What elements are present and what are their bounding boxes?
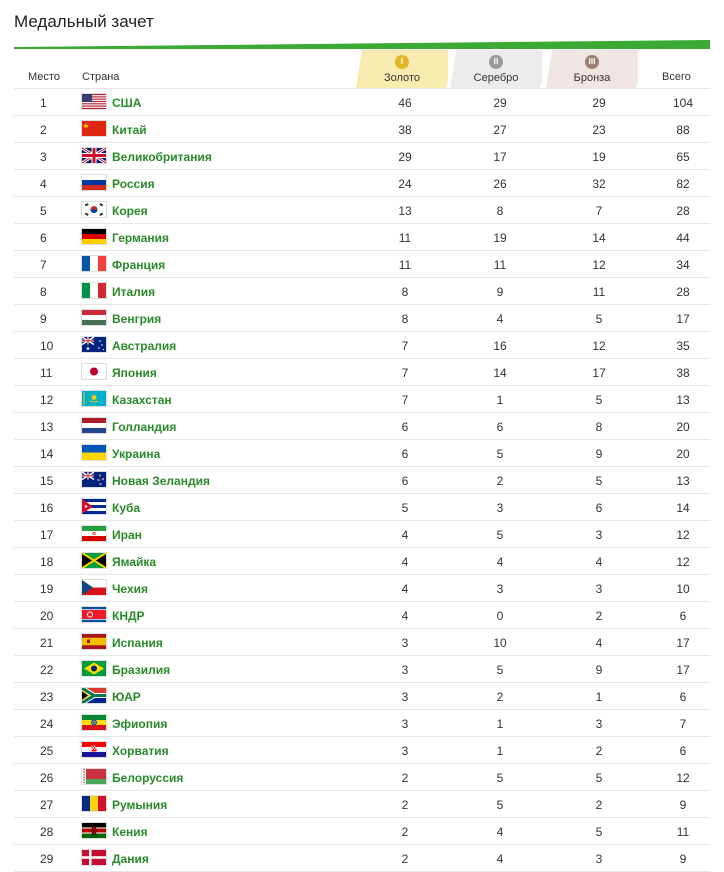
total-count: 88 [676, 123, 690, 137]
table-row [14, 493, 710, 520]
silver-count: 4 [496, 852, 504, 866]
total-count: 20 [676, 447, 690, 461]
gold-count: 8 [401, 285, 409, 299]
table-row [14, 412, 710, 439]
total-count: 17 [676, 312, 690, 326]
iran-flag-icon [82, 526, 106, 541]
gold-count: 3 [401, 690, 409, 704]
country-link[interactable]: США [112, 96, 142, 110]
rank-cell: 21 [40, 636, 54, 650]
rank-cell: 2 [40, 123, 47, 137]
country-link[interactable]: Румыния [112, 798, 168, 812]
rank-cell: 6 [40, 231, 47, 245]
country-link[interactable]: Ямайка [112, 555, 157, 569]
country-link[interactable]: Голландия [112, 420, 177, 434]
netherlands-flag-icon [82, 418, 106, 433]
rank-cell: 1 [40, 96, 47, 110]
country-link[interactable]: Хорватия [112, 744, 169, 758]
bronze-count: 9 [595, 447, 603, 461]
gold-count: 3 [401, 744, 409, 758]
country-link[interactable]: Германия [112, 231, 170, 245]
gold-count: 3 [401, 663, 409, 677]
gold-count: 3 [401, 636, 409, 650]
table-row [14, 628, 710, 655]
country-link[interactable]: Белоруссия [112, 771, 184, 785]
header-country: Страна [82, 71, 120, 83]
country-link[interactable]: Куба [112, 501, 141, 515]
germany-flag-icon [82, 229, 106, 244]
gold-count: 3 [401, 717, 409, 731]
silver-count: 5 [496, 798, 504, 812]
gold-count: 2 [401, 771, 409, 785]
rank-cell: 26 [40, 771, 54, 785]
gold-count: 38 [398, 123, 412, 137]
silver-count: 2 [496, 474, 504, 488]
bronze-count: 6 [595, 501, 603, 515]
country-link[interactable]: Новая Зеландия [112, 474, 210, 488]
header-bronze: Бронза [573, 72, 611, 84]
silver-count: 1 [496, 717, 504, 731]
country-link[interactable]: Россия [112, 177, 155, 191]
rank-cell: 13 [40, 420, 54, 434]
gold-count: 11 [398, 231, 412, 245]
bronze-count: 11 [592, 285, 606, 299]
page-title: Медальный зачет [14, 12, 154, 31]
header-silver: Серебро [473, 72, 519, 84]
table-row [14, 250, 710, 277]
total-count: 104 [672, 96, 694, 110]
bronze-count: 1 [595, 690, 603, 704]
table-row [14, 520, 710, 547]
table-row [14, 358, 710, 385]
country-link[interactable]: Казахстан [112, 393, 172, 407]
silver-count: 9 [496, 285, 504, 299]
rank-cell: 9 [40, 312, 47, 326]
bronze-count: 5 [595, 825, 603, 839]
rank-cell: 12 [40, 393, 54, 407]
rank-cell: 7 [40, 258, 47, 272]
rank-cell: 20 [40, 609, 54, 623]
total-count: 20 [676, 420, 690, 434]
bronze-count: 4 [595, 636, 603, 650]
header-gold: Золото [384, 72, 420, 84]
silver-count: 14 [493, 366, 507, 380]
gold-count: 6 [401, 420, 409, 434]
rank-cell: 18 [40, 555, 54, 569]
total-count: 12 [676, 528, 690, 542]
total-count: 65 [676, 150, 690, 164]
bronze-count: 5 [595, 393, 603, 407]
country-link[interactable]: Иран [112, 528, 142, 542]
gold-count: 7 [401, 366, 409, 380]
total-count: 6 [679, 609, 687, 623]
country-link[interactable]: Украина [112, 447, 161, 461]
gold-count: 4 [401, 528, 409, 542]
total-count: 9 [679, 852, 687, 866]
bronze-count: 2 [595, 798, 603, 812]
medal-table [14, 88, 710, 872]
gold-count: 6 [401, 447, 409, 461]
usa-flag-icon [82, 94, 106, 109]
country-link[interactable]: Китай [112, 123, 147, 137]
bronze-count: 5 [595, 312, 603, 326]
total-count: 11 [676, 825, 690, 839]
gold-count: 4 [401, 582, 409, 596]
silver-count: 4 [496, 825, 504, 839]
kenya-flag-icon [82, 823, 106, 838]
japan-flag-icon [82, 364, 106, 379]
country-link[interactable]: Венгрия [112, 312, 162, 326]
silver-count: 8 [496, 204, 504, 218]
north-korea-flag-icon [82, 607, 106, 622]
rank-cell: 4 [40, 177, 47, 191]
header-total: Всего [662, 71, 691, 83]
table-row [14, 223, 710, 250]
gold-medal-icon: I [395, 55, 409, 69]
table-row [14, 304, 710, 331]
bronze-count: 12 [592, 339, 606, 353]
silver-count: 1 [496, 744, 504, 758]
gold-count: 7 [401, 339, 409, 353]
gold-count: 4 [401, 609, 409, 623]
silver-medal-icon: II [489, 55, 503, 69]
bronze-medal-icon: III [585, 55, 599, 69]
ethiopia-flag-icon [82, 715, 106, 730]
gold-count: 8 [401, 312, 409, 326]
ukraine-flag-icon [82, 445, 106, 460]
table-row [14, 115, 710, 142]
gold-count: 6 [401, 474, 409, 488]
rank-cell: 15 [40, 474, 54, 488]
rank-cell: 3 [40, 150, 47, 164]
country-link[interactable]: Кения [112, 825, 148, 839]
russia-flag-icon [82, 175, 106, 190]
gold-count: 11 [398, 258, 412, 272]
silver-count: 17 [493, 150, 507, 164]
total-count: 17 [676, 636, 690, 650]
gold-count: 29 [398, 150, 412, 164]
silver-count: 0 [496, 609, 504, 623]
total-count: 13 [676, 393, 690, 407]
gold-count: 5 [401, 501, 409, 515]
gold-count: 13 [398, 204, 412, 218]
table-row [14, 169, 710, 196]
header-gold-tab[interactable] [356, 50, 448, 88]
bronze-count: 2 [595, 744, 603, 758]
bronze-count: 12 [592, 258, 606, 272]
bronze-count: 8 [595, 420, 603, 434]
table-row [14, 547, 710, 574]
hungary-flag-icon [82, 310, 106, 325]
denmark-flag-icon [82, 850, 106, 865]
table-row [14, 88, 710, 115]
belarus-flag-icon [82, 769, 106, 784]
silver-count: 26 [493, 177, 507, 191]
total-count: 38 [676, 366, 690, 380]
bronze-count: 5 [595, 771, 603, 785]
silver-count: 5 [496, 528, 504, 542]
silver-count: 10 [493, 636, 507, 650]
table-row [14, 844, 710, 872]
total-count: 6 [679, 744, 687, 758]
silver-count: 5 [496, 663, 504, 677]
rank-cell: 14 [40, 447, 54, 461]
jamaica-flag-icon [82, 553, 106, 568]
total-count: 6 [679, 690, 687, 704]
table-row [14, 763, 710, 790]
bronze-count: 4 [595, 555, 603, 569]
bronze-count: 5 [595, 474, 603, 488]
table-row [14, 709, 710, 736]
gold-count: 7 [401, 393, 409, 407]
bronze-count: 3 [595, 582, 603, 596]
table-row [14, 655, 710, 682]
italy-flag-icon [82, 283, 106, 298]
country-link[interactable]: КНДР [112, 609, 145, 623]
rank-cell: 19 [40, 582, 54, 596]
total-count: 12 [676, 555, 690, 569]
bronze-count: 7 [595, 204, 603, 218]
total-count: 13 [676, 474, 690, 488]
kazakhstan-flag-icon [82, 391, 106, 406]
gold-count: 2 [401, 798, 409, 812]
table-row [14, 682, 710, 709]
china-flag-icon [82, 121, 106, 136]
silver-count: 16 [493, 339, 507, 353]
table-row [14, 142, 710, 169]
rank-cell: 11 [40, 366, 53, 380]
title-underline [14, 40, 710, 49]
table-row [14, 466, 710, 493]
silver-count: 4 [496, 555, 504, 569]
total-count: 34 [676, 258, 690, 272]
silver-count: 1 [496, 393, 504, 407]
brazil-flag-icon [82, 661, 106, 676]
south-africa-flag-icon [82, 688, 106, 703]
rank-cell: 22 [40, 663, 54, 677]
silver-count: 19 [493, 231, 507, 245]
header-bronze-tab[interactable] [546, 50, 638, 88]
bronze-count: 23 [592, 123, 606, 137]
bronze-count: 3 [595, 717, 603, 731]
total-count: 44 [676, 231, 690, 245]
rank-cell: 8 [40, 285, 47, 299]
total-count: 12 [676, 771, 690, 785]
bronze-count: 2 [595, 609, 603, 623]
france-flag-icon [82, 256, 106, 271]
rank-cell: 29 [40, 852, 54, 866]
spain-flag-icon [82, 634, 106, 649]
gold-count: 24 [398, 177, 412, 191]
table-row [14, 574, 710, 601]
rank-cell: 28 [40, 825, 54, 839]
romania-flag-icon [82, 796, 106, 811]
country-link[interactable]: Австралия [112, 339, 177, 353]
table-row [14, 817, 710, 844]
total-count: 7 [679, 717, 687, 731]
table-row [14, 385, 710, 412]
gold-count: 46 [398, 96, 412, 110]
country-link[interactable]: Испания [112, 636, 163, 650]
uk-flag-icon [82, 148, 106, 163]
rank-cell: 25 [40, 744, 54, 758]
country-link[interactable]: Бразилия [112, 663, 171, 677]
total-count: 28 [676, 285, 690, 299]
silver-count: 6 [496, 420, 504, 434]
rank-cell: 23 [40, 690, 54, 704]
total-count: 28 [676, 204, 690, 218]
silver-count: 27 [493, 123, 507, 137]
silver-count: 3 [496, 582, 504, 596]
rank-cell: 10 [40, 339, 54, 353]
table-row [14, 439, 710, 466]
gold-count: 4 [401, 555, 409, 569]
silver-count: 5 [496, 447, 504, 461]
rank-cell: 5 [40, 204, 47, 218]
bronze-count: 3 [595, 528, 603, 542]
total-count: 35 [676, 339, 690, 353]
table-row [14, 196, 710, 223]
bronze-count: 3 [595, 852, 603, 866]
table-row [14, 601, 710, 628]
korea-flag-icon [82, 202, 106, 217]
total-count: 17 [676, 663, 690, 677]
rank-cell: 17 [40, 528, 54, 542]
total-count: 82 [676, 177, 690, 191]
new-zealand-flag-icon [82, 472, 106, 487]
australia-flag-icon [82, 337, 106, 352]
rank-cell: 27 [40, 798, 54, 812]
bronze-count: 29 [592, 96, 606, 110]
country-link[interactable]: Дания [112, 852, 149, 866]
table-row [14, 331, 710, 358]
rank-cell: 16 [40, 501, 54, 515]
silver-count: 11 [493, 258, 507, 272]
silver-count: 4 [496, 312, 504, 326]
total-count: 9 [679, 798, 687, 812]
bronze-count: 9 [595, 663, 603, 677]
gold-count: 2 [401, 825, 409, 839]
silver-count: 29 [493, 96, 507, 110]
country-link[interactable]: Великобритания [112, 150, 212, 164]
table-row [14, 790, 710, 817]
country-link[interactable]: Италия [112, 285, 156, 299]
total-count: 10 [676, 582, 690, 596]
country-link[interactable]: Чехия [112, 582, 148, 596]
silver-count: 3 [496, 501, 504, 515]
czech-flag-icon [82, 580, 106, 595]
total-count: 14 [676, 501, 690, 515]
bronze-count: 17 [592, 366, 606, 380]
header-rank: Место [28, 71, 60, 83]
table-row [14, 277, 710, 304]
table-row [14, 736, 710, 763]
country-link[interactable]: Франция [112, 258, 166, 272]
bronze-count: 14 [592, 231, 606, 245]
header-silver-tab[interactable] [450, 50, 542, 88]
country-link[interactable]: Корея [112, 204, 148, 218]
gold-count: 2 [401, 852, 409, 866]
country-link[interactable]: ЮАР [112, 690, 141, 704]
country-link[interactable]: Япония [112, 366, 157, 380]
bronze-count: 32 [592, 177, 606, 191]
country-link[interactable]: Эфиопия [112, 717, 168, 731]
silver-count: 5 [496, 771, 504, 785]
bronze-count: 19 [592, 150, 606, 164]
silver-count: 2 [496, 690, 504, 704]
cuba-flag-icon [82, 499, 106, 514]
croatia-flag-icon [82, 742, 106, 757]
rank-cell: 24 [40, 717, 54, 731]
